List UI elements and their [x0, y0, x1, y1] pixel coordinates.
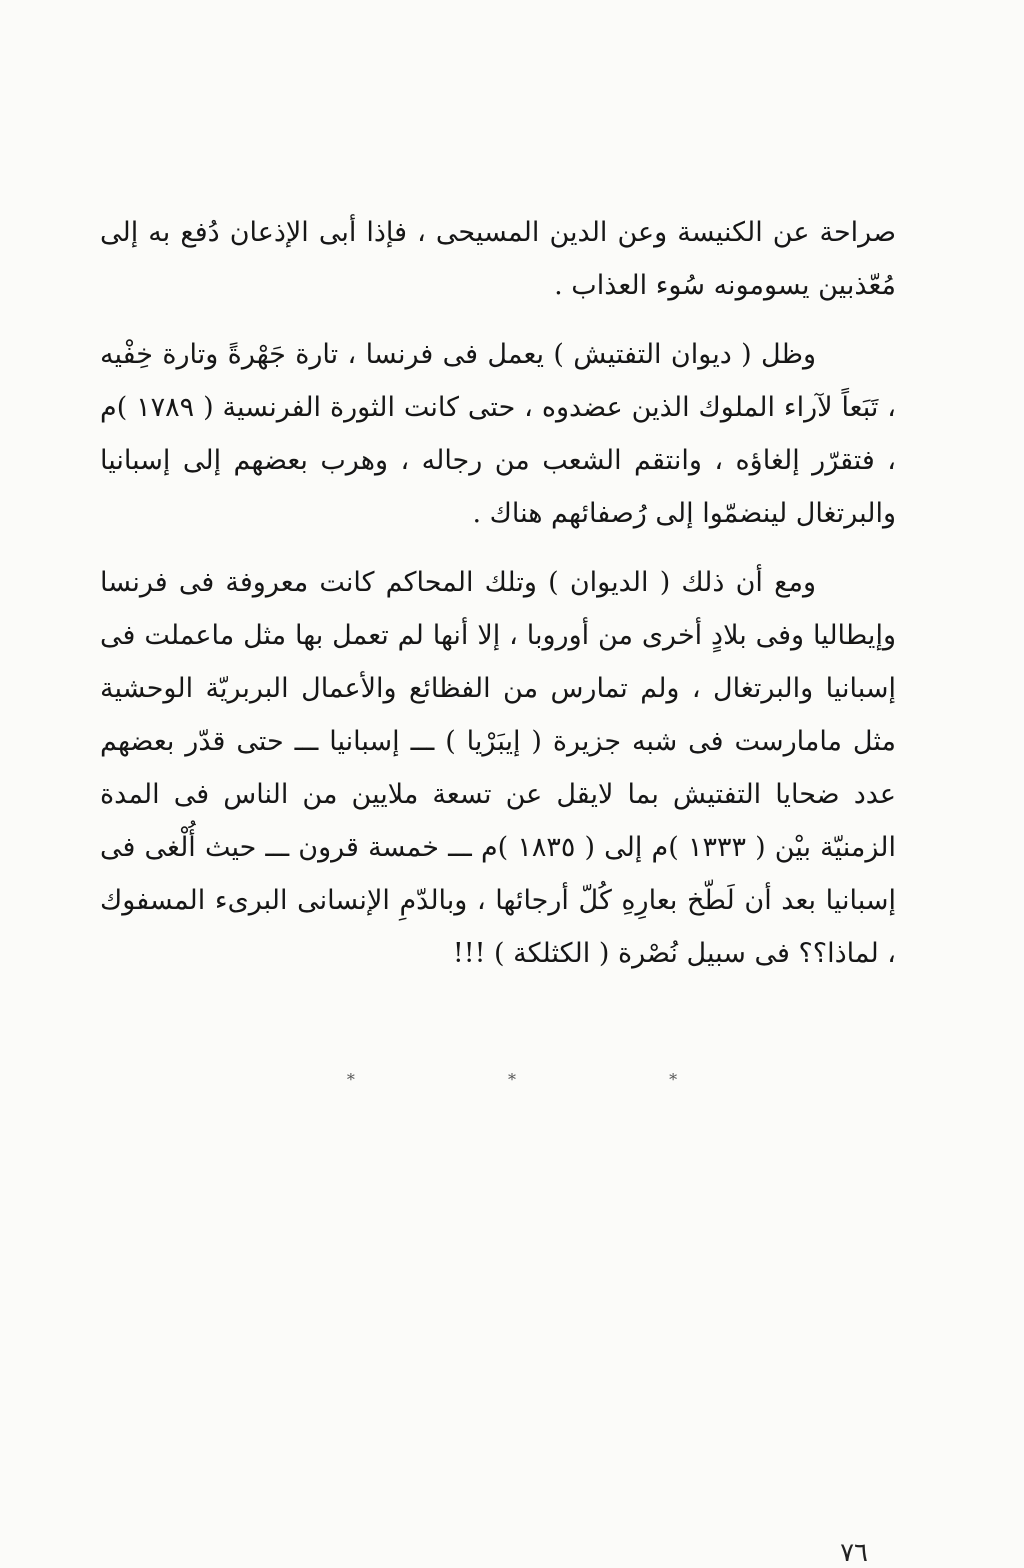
paragraph-2: وظل ( ديوان التفتيش ) يعمل فى فرنسا ، تارة جَهْرةً وتارة خِفْيه ، تَبَعاً لآراء الملوك الذين عضدوه ، حتى كانت الثورة الفرنسية ( ١٧٨٩ )م ، فتقرّر إلغاؤه ، وانتقم الشعب من رجاله ، وهرب بعضهم إلى إسبانيا والبرتغال لينضمّوا إلى رُصفائهم هناك . [100, 339, 896, 529]
page-body [100, 206, 896, 980]
paragraph-1: صراحة عن الكنيسة وعن الدين المسيحى ، فإذا أبى الإذعان دُفع به إلى مُعّذبين يسومونه سُوء العذاب . [100, 217, 896, 301]
paragraph-3: ومع أن ذلك ( الديوان ) وتلك المحاكم كانت معروفة فى فرنسا وإيطاليا وفى بلادٍ أخرى من أوروبا ، إلا أنها لم تعمل بها مثل ماعملت فى إسبانيا والبرتغال ، ولم تمارس من الفظائع والأعمال البربريّة الوحشية مثل مامارست فى شبه جزيرة ( إيبَرْيا ) ـــ إسبانيا ـــ حتى قدّر بعضهم عدد ضحايا التفتيش بما لايقل عن تسعة ملايين من الناس فى المدة الزمنيّة بيْن ( ١٣٣٣ )م إلى ( ١٨٣٥ )م ـــ خمسة قرون ـــ حيث أُلْغى فى إسبانيا بعد أن لَطّخ بعارِهِ كُلّ أرجائها ، وبالدّمِ الإنسانى البرىء المسفوك ، لماذا؟؟ فى سبيل نُصْرة ( الكثلكة ) !!! [100, 567, 896, 969]
section-separator: * * * [346, 1070, 752, 1089]
page-number: ٧٦ [840, 1538, 868, 1568]
